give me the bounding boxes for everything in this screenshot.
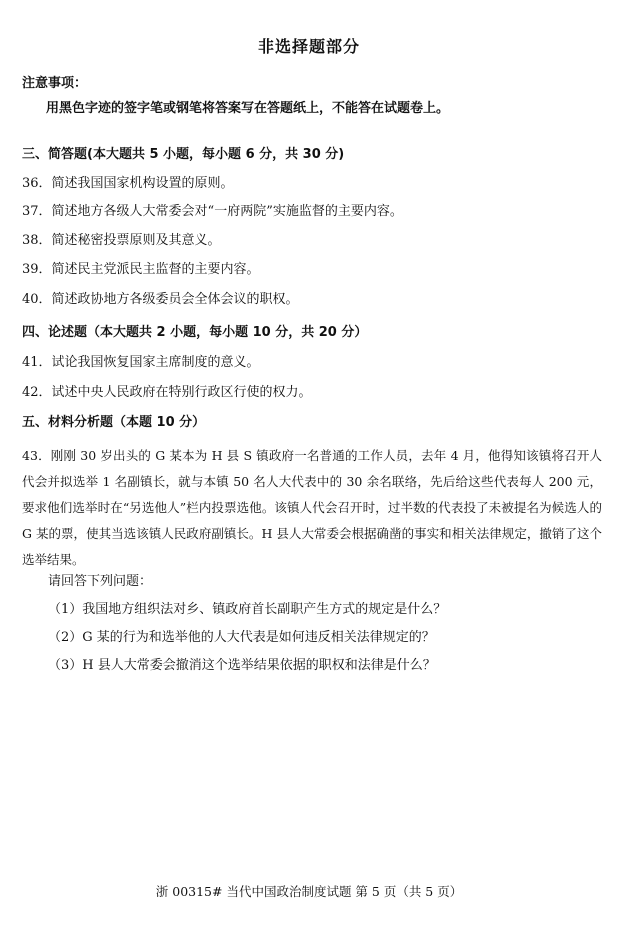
question-42: 42．试述中央人民政府在特别行政区行使的权力。 <box>22 385 312 400</box>
sub-question-2: （2）G 某的行为和选举他的人大代表是如何违反相关法律规定的？ <box>48 630 435 645</box>
page-footer: 浙 00315# 当代中国政治制度试题 第 5 页（共 5 页） <box>155 884 463 899</box>
question-41: 41．试论我国恢复国家主席制度的意义。 <box>22 355 260 370</box>
sub-question-1: （1）我国地方组织法对乡、镇政府首长副职产生方式的规定是什么？ <box>48 602 447 617</box>
section-heading-short-answer: 三、简答题(本大题共 5 小题，每小题 6 分，共 30 分) <box>22 147 345 162</box>
notice-text: 用黑色字迹的签字笔或钢笔将答案写在答题纸上，不能答在试题卷上。 <box>46 101 450 116</box>
section-heading-essay: 四、论述题（本大题共 2 小题，每小题 10 分，共 20 分） <box>22 325 368 340</box>
section-heading-material-analysis: 五、材料分析题（本题 10 分） <box>22 415 206 430</box>
question-37: 37．简述地方各级人大常委会对“一府两院”实施监督的主要内容。 <box>22 204 403 219</box>
page-title: 非选择题部分 <box>257 37 360 56</box>
notice-label: 注意事项： <box>22 76 88 91</box>
question-43-material: 43．刚刚 30 岁出头的 G 某本为 H 县 S 镇政府一名普通的工作人员，去年 4 月，他得知该镇将召开人代会并拟选举 1 名副镇长，就与本镇 50 名人大代表中的 30 余名联络，先后给这些代表每人 200 元，要求他们选举时在“另选他人”栏内投票选他。该镇人代会召开时，过半数的代表投了未被提名为候选人的 G 某的票，使其当选该镇人民政府副镇长。H 县人大常委会根据确凿的事实和相关法律规定，撤销了这个选举结果。 <box>22 448 602 567</box>
question-36: 36．简述我国国家机构设置的原则。 <box>22 176 234 191</box>
question-38: 38．简述秘密投票原则及其意义。 <box>22 233 221 248</box>
sub-question-3: （3）H 县人大常委会撤消这个选举结果依据的职权和法律是什么？ <box>48 658 436 673</box>
question-39: 39．简述民主党派民主监督的主要内容。 <box>22 262 260 277</box>
answer-prompt: 请回答下列问题： <box>48 574 153 589</box>
question-40: 40．简述政协地方各级委员会全体会议的职权。 <box>22 292 299 307</box>
